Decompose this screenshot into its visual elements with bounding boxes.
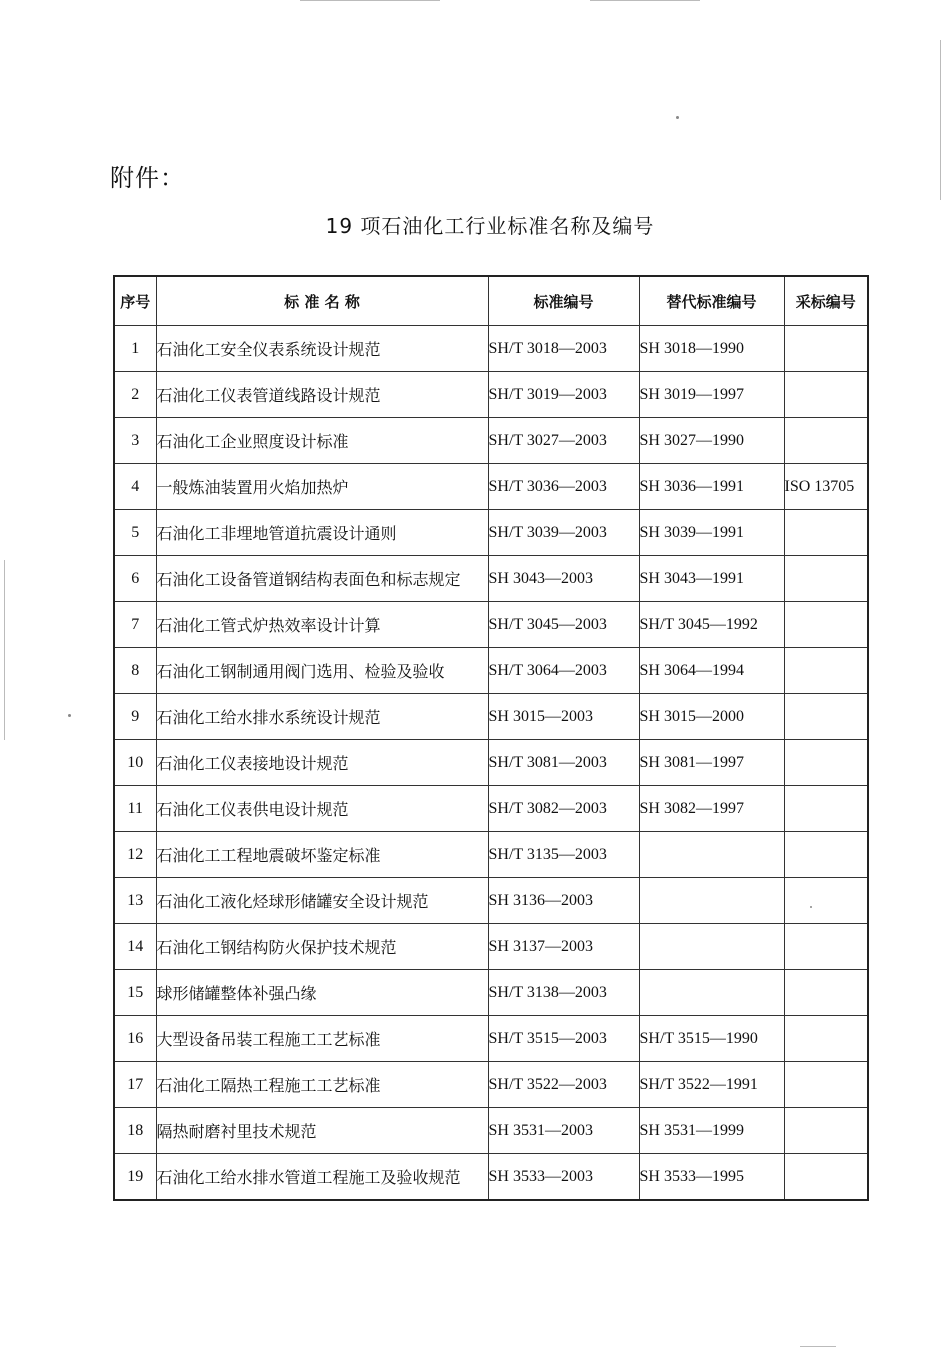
table-row (114, 556, 868, 602)
table-row (114, 1108, 868, 1154)
standard-code: SH 3043—2003 (488, 556, 639, 602)
replaced-code: SH/T 3045—1992 (639, 602, 784, 648)
table-row (114, 464, 868, 510)
adopted-code (784, 418, 868, 464)
adopted-code (784, 372, 868, 418)
standard-code: SH 3533—2003 (488, 1154, 639, 1201)
row-number: 17 (114, 1062, 156, 1108)
standard-code: SH/T 3064—2003 (488, 648, 639, 694)
table-row (114, 1154, 868, 1201)
table-row (114, 970, 868, 1016)
standard-name: 石油化工液化烃球形储罐安全设计规范 (156, 878, 488, 924)
standard-code: SH/T 3036—2003 (488, 464, 639, 510)
replaced-code (639, 970, 784, 1016)
standards-table (113, 275, 869, 1201)
table-header-row (114, 276, 868, 326)
attachment-label: 附件： (110, 164, 185, 192)
standard-code: SH 3137—2003 (488, 924, 639, 970)
standard-name: 石油化工企业照度设计标准 (156, 418, 488, 464)
row-number: 5 (114, 510, 156, 556)
row-number: 11 (114, 786, 156, 832)
replaced-code: SH/T 3522—1991 (639, 1062, 784, 1108)
scan-edge-bottom (800, 1346, 836, 1347)
table-row (114, 1016, 868, 1062)
standard-code: SH/T 3018—2003 (488, 326, 639, 372)
standard-name: 石油化工给水排水管道工程施工及验收规范 (156, 1154, 488, 1201)
row-number: 4 (114, 464, 156, 510)
standard-code: SH/T 3515—2003 (488, 1016, 639, 1062)
adopted-code (784, 1108, 868, 1154)
standard-name: 石油化工钢制通用阀门选用、检验及验收 (156, 648, 488, 694)
replaced-code: SH 3039—1991 (639, 510, 784, 556)
row-number: 2 (114, 372, 156, 418)
standard-name: 石油化工工程地震破坏鉴定标准 (156, 832, 488, 878)
standard-code: SH/T 3039—2003 (488, 510, 639, 556)
scan-speck (676, 116, 679, 119)
replaced-code: SH 3533—1995 (639, 1154, 784, 1201)
adopted-code (784, 970, 868, 1016)
header-code: 标准编号 (488, 276, 639, 326)
table-row (114, 1062, 868, 1108)
replaced-code: SH 3081—1997 (639, 740, 784, 786)
scan-speck (68, 714, 71, 717)
standard-code: SH/T 3138—2003 (488, 970, 639, 1016)
header-adopted: 采标编号 (784, 276, 868, 326)
row-number: 3 (114, 418, 156, 464)
standard-code: SH/T 3019—2003 (488, 372, 639, 418)
replaced-code: SH 3027—1990 (639, 418, 784, 464)
standard-code: SH/T 3135—2003 (488, 832, 639, 878)
row-number: 9 (114, 694, 156, 740)
standard-name: 石油化工仪表供电设计规范 (156, 786, 488, 832)
standard-name: 隔热耐磨衬里技术规范 (156, 1108, 488, 1154)
standard-code: SH/T 3082—2003 (488, 786, 639, 832)
adopted-code (784, 1154, 868, 1201)
table-row (114, 418, 868, 464)
adopted-code (784, 556, 868, 602)
row-number: 6 (114, 556, 156, 602)
replaced-code (639, 878, 784, 924)
standard-name: 大型设备吊装工程施工工艺标准 (156, 1016, 488, 1062)
row-number: 13 (114, 878, 156, 924)
scan-edge-top-right (590, 0, 700, 1)
header-no: 序号 (114, 276, 156, 326)
standard-code: SH 3136—2003 (488, 878, 639, 924)
replaced-code (639, 832, 784, 878)
adopted-code (784, 648, 868, 694)
adopted-code (784, 1062, 868, 1108)
standard-name: 石油化工管式炉热效率设计计算 (156, 602, 488, 648)
row-number: 18 (114, 1108, 156, 1154)
adopted-code (784, 602, 868, 648)
standard-name: 石油化工设备管道钢结构表面色和标志规定 (156, 556, 488, 602)
scan-edge-right (940, 40, 941, 200)
replaced-code: SH 3043—1991 (639, 556, 784, 602)
row-number: 10 (114, 740, 156, 786)
table-row (114, 786, 868, 832)
adopted-code (784, 694, 868, 740)
standard-code: SH/T 3081—2003 (488, 740, 639, 786)
document-title: 19 项石油化工行业标准名称及编号 (325, 214, 655, 238)
adopted-code (784, 740, 868, 786)
standard-name: 球形储罐整体补强凸缘 (156, 970, 488, 1016)
scan-edge-left (4, 560, 5, 740)
adopted-code (784, 878, 868, 924)
adopted-code (784, 326, 868, 372)
table-row (114, 510, 868, 556)
standard-name: 石油化工钢结构防火保护技术规范 (156, 924, 488, 970)
standard-code: SH/T 3522—2003 (488, 1062, 639, 1108)
adopted-code (784, 786, 868, 832)
replaced-code: SH 3015—2000 (639, 694, 784, 740)
replaced-code: SH 3531—1999 (639, 1108, 784, 1154)
standard-code: SH/T 3045—2003 (488, 602, 639, 648)
table-row (114, 740, 868, 786)
standard-name: 石油化工给水排水系统设计规范 (156, 694, 488, 740)
standard-name: 石油化工仪表接地设计规范 (156, 740, 488, 786)
row-number: 19 (114, 1154, 156, 1201)
standard-code: SH/T 3027—2003 (488, 418, 639, 464)
adopted-code: ISO 13705 (784, 464, 868, 510)
adopted-code (784, 1016, 868, 1062)
replaced-code: SH/T 3515—1990 (639, 1016, 784, 1062)
table-row (114, 832, 868, 878)
table-row (114, 602, 868, 648)
table-row (114, 878, 868, 924)
table-row (114, 924, 868, 970)
adopted-code (784, 924, 868, 970)
replaced-code: SH 3064—1994 (639, 648, 784, 694)
table-row (114, 648, 868, 694)
row-number: 7 (114, 602, 156, 648)
replaced-code: SH 3019—1997 (639, 372, 784, 418)
standard-name: 石油化工非埋地管道抗震设计通则 (156, 510, 488, 556)
replaced-code: SH 3036—1991 (639, 464, 784, 510)
table-row (114, 326, 868, 372)
standard-code: SH 3531—2003 (488, 1108, 639, 1154)
row-number: 1 (114, 326, 156, 372)
standard-name: 石油化工仪表管道线路设计规范 (156, 372, 488, 418)
adopted-code (784, 510, 868, 556)
row-number: 12 (114, 832, 156, 878)
adopted-code (784, 832, 868, 878)
header-replaced: 替代标准编号 (639, 276, 784, 326)
row-number: 14 (114, 924, 156, 970)
standard-code: SH 3015—2003 (488, 694, 639, 740)
replaced-code: SH 3018—1990 (639, 326, 784, 372)
replaced-code (639, 924, 784, 970)
standard-name: 一般炼油装置用火焰加热炉 (156, 464, 488, 510)
replaced-code: SH 3082—1997 (639, 786, 784, 832)
row-number: 8 (114, 648, 156, 694)
standard-name: 石油化工隔热工程施工工艺标准 (156, 1062, 488, 1108)
standard-name: 石油化工安全仪表系统设计规范 (156, 326, 488, 372)
scan-edge-top (300, 0, 440, 1)
header-name: 标 准 名 称 (156, 276, 488, 326)
table-row (114, 694, 868, 740)
row-number: 16 (114, 1016, 156, 1062)
table-row (114, 372, 868, 418)
row-number: 15 (114, 970, 156, 1016)
